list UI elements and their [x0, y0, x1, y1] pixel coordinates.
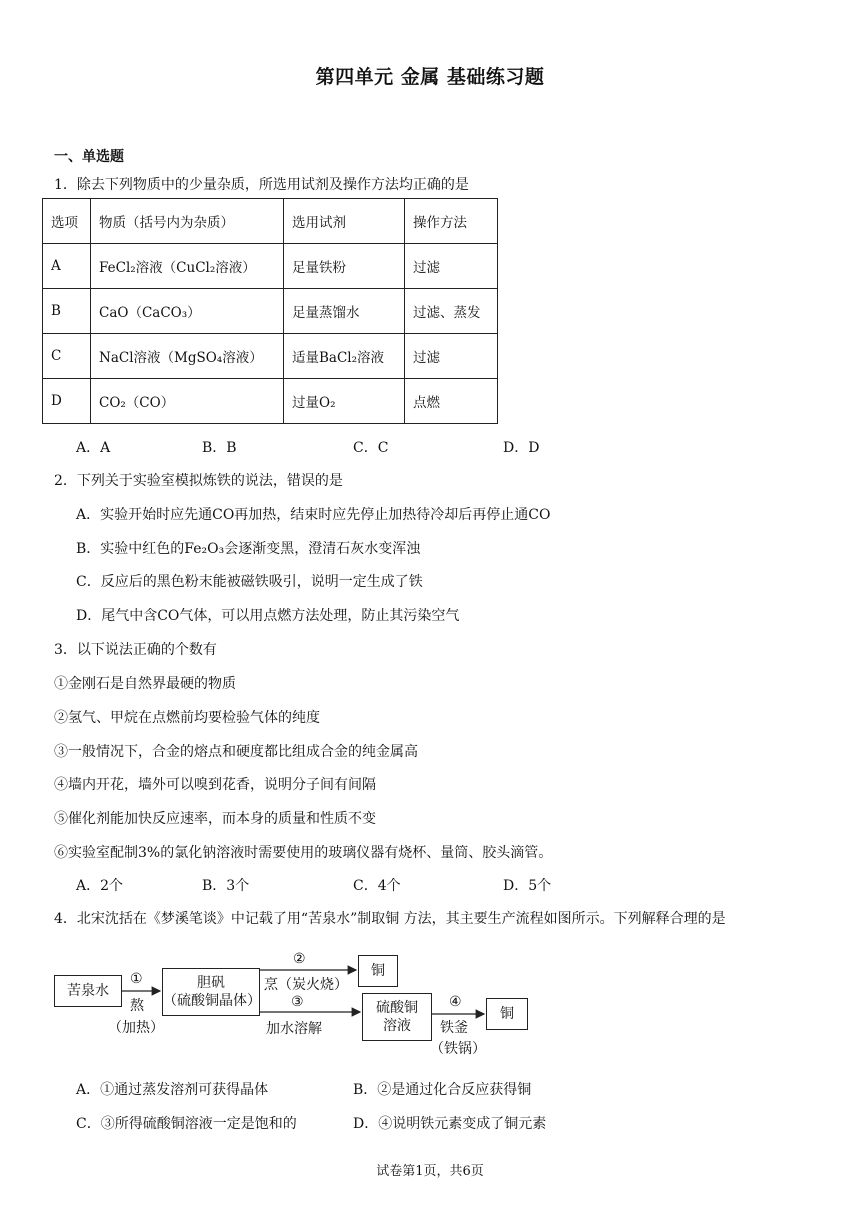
table-cell-method: 点燃: [405, 379, 498, 424]
question-1-choice-b[interactable]: B．B: [202, 440, 237, 456]
table-cell-substance: FeCl₂溶液（CuCl₂溶液）: [91, 244, 284, 289]
table-cell-reagent: 足量铁粉: [284, 244, 405, 289]
question-4-choice-d[interactable]: D．④说明铁元素变成了铜元素: [353, 1116, 547, 1132]
question-4-choice-c[interactable]: C．③所得硫酸铜溶液一定是饱和的: [76, 1116, 297, 1132]
flow-step-1-note: （加热）: [108, 1020, 164, 1036]
table-row: [43, 379, 498, 424]
flow-step-4-label: 铁釜: [440, 1020, 468, 1036]
table-header-row: [43, 199, 498, 244]
page-title: 第四单元 金属 基础练习题: [315, 66, 545, 88]
question-3-statement: ⑥实验室配制3%的氯化钠溶液时需要使用的玻璃仪器有烧杯、量筒、胶头滴管。: [54, 845, 553, 861]
table-row: [43, 289, 498, 334]
table-cell-substance: CO₂（CO）: [91, 379, 284, 424]
question-3-choice-d[interactable]: D．5个: [503, 878, 552, 894]
table-cell-option: C: [43, 334, 91, 379]
page-footer: 试卷第1页，共6页: [376, 1164, 484, 1179]
flow-box-solution: [362, 993, 432, 1041]
flow-box-solution-line2: 溶液: [383, 1018, 411, 1034]
table-header-cell: 操作方法: [405, 199, 498, 244]
flow-step-4-number: ④: [449, 994, 462, 1010]
flow-step-1-number: ①: [130, 971, 143, 987]
question-4-choice-a[interactable]: A．①通过蒸发溶剂可获得晶体: [76, 1082, 269, 1098]
question-2-choice-b[interactable]: B．实验中红色的Fe₂O₃会逐渐变黑，澄清石灰水变浑浊: [76, 541, 421, 557]
table-cell-reagent: 足量蒸馏水: [284, 289, 405, 334]
question-3-stem: 3．以下说法正确的个数有: [54, 642, 217, 658]
flow-step-1-label: 熬: [130, 998, 144, 1014]
flow-step-3-number: ③: [291, 994, 304, 1010]
question-1-choice-c[interactable]: C．C: [353, 440, 389, 456]
question-1-stem: 1．除去下列物质中的少量杂质，所选用试剂及操作方法均正确的是: [54, 177, 469, 193]
question-1-table: [42, 198, 498, 424]
table-cell-substance: NaCl溶液（MgSO₄溶液）: [91, 334, 284, 379]
question-3-statement: ③一般情况下，合金的熔点和硬度都比组成合金的纯金属高: [54, 744, 418, 760]
table-cell-method: 过滤: [405, 244, 498, 289]
flow-box-copper-2: 铜: [486, 998, 528, 1030]
question-2-stem: 2．下列关于实验室模拟炼铁的说法，错误的是: [54, 473, 343, 489]
table-cell-reagent: 过量O₂: [284, 379, 405, 424]
flow-box-solution-line1: 硫酸铜: [376, 1000, 418, 1016]
table-header-cell: 选用试剂: [284, 199, 405, 244]
question-3-choice-b[interactable]: B．3个: [202, 878, 250, 894]
table-cell-option: A: [43, 244, 91, 289]
question-3-statement: ④墙内开花，墙外可以嗅到花香，说明分子间有间隔: [54, 777, 376, 793]
table-header-cell: 选项: [43, 199, 91, 244]
table-cell-method: 过滤: [405, 334, 498, 379]
section-heading: 一、单选题: [54, 149, 124, 165]
question-4-stem: 4．北宋沈括在《梦溪笔谈》中记载了用“苦泉水”制取铜 方法，其主要生产流程如图所示。下列解释合理的是: [54, 911, 726, 927]
question-3-statement: ②氢气、甲烷在点燃前均要检验气体的纯度: [54, 710, 320, 726]
question-2-choice-d[interactable]: D．尾气中含CO气体，可以用点燃方法处理，防止其污染空气: [76, 608, 460, 624]
flow-box-crystal: [162, 968, 260, 1016]
flow-step-3-label: 加水溶解: [266, 1021, 322, 1037]
question-3-choice-a[interactable]: A．2个: [76, 878, 124, 894]
table-cell-substance: CaO（CaCO₃）: [91, 289, 284, 334]
question-1-choice-a[interactable]: A．A: [76, 440, 111, 456]
table-header-cell: 物质（括号内为杂质）: [91, 199, 284, 244]
flow-step-4-note: （铁锅）: [430, 1041, 486, 1057]
flow-box-crystal-line2: （硫酸铜晶体）: [163, 993, 261, 1009]
question-2-choice-a[interactable]: A．实验开始时应先通CO再加热，结束时应先停止加热待冷却后再停止通CO: [76, 507, 551, 523]
question-3-choice-c[interactable]: C．4个: [353, 878, 401, 894]
question-4-choice-b[interactable]: B．②是通过化合反应获得铜: [353, 1082, 532, 1098]
table-row: [43, 334, 498, 379]
table-row: [43, 244, 498, 289]
flow-box-copper-1: 铜: [358, 955, 398, 987]
flow-step-2-label: 烹（炭火烧）: [264, 977, 348, 993]
question-3-statement: ①金刚石是自然界最硬的物质: [54, 676, 236, 692]
table-cell-method: 过滤、蒸发: [405, 289, 498, 334]
question-1-choice-d[interactable]: D．D: [503, 440, 540, 456]
table-cell-option: D: [43, 379, 91, 424]
table-cell-option: B: [43, 289, 91, 334]
flow-step-2-number: ②: [293, 951, 306, 967]
question-3-statement: ⑤催化剂能加快反应速率，而本身的质量和性质不变: [54, 811, 376, 827]
flow-box-crystal-line1: 胆矾: [197, 975, 225, 991]
flow-box-source: 苦泉水: [54, 975, 122, 1007]
question-2-choice-c[interactable]: C．反应后的黑色粉末能被磁铁吸引，说明一定生成了铁: [76, 574, 423, 590]
table-cell-reagent: 适量BaCl₂溶液: [284, 334, 405, 379]
